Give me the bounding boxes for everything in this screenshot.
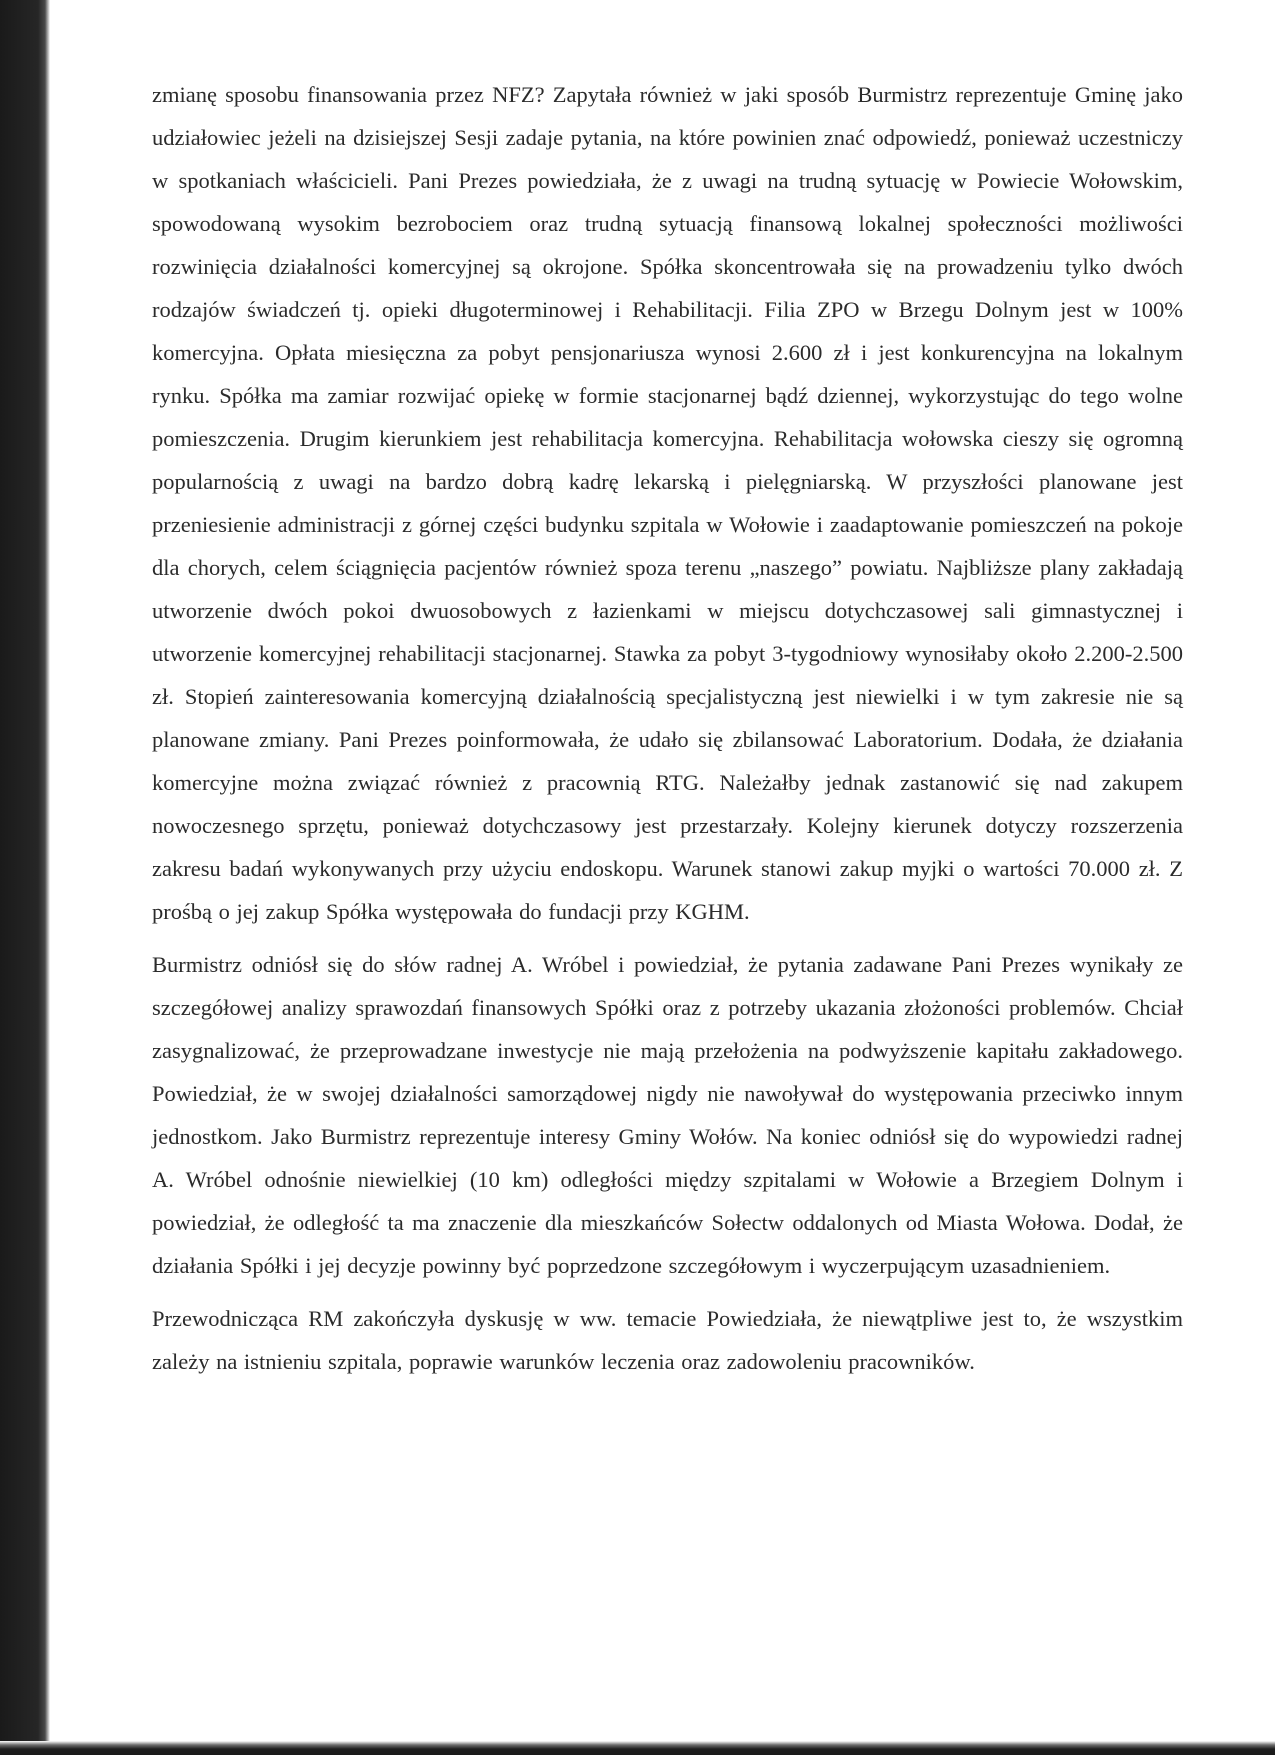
- paragraph-hospital-report: zmianę sposobu finansowania przez NFZ? Zapytała również w jaki sposób Burmistrz reprezentuje Gminę jako udziałowiec jeżeli na dzisiejszej Sesji zadaje pytania, na które powinien znać odpowiedź, ponieważ uczestniczy w spotkaniach właścicieli. Pani Prezes powiedziała, że z uwagi na trudną sytuację w Powiecie Wołowskim, spowodowaną wysokim bezrobociem oraz trudną sytuacją finansową lokalnej społeczności możliwości rozwinięcia działalności komercyjnej są okrojone. Spółka skoncentrowała się na prowadzeniu tylko dwóch rodzajów świadczeń tj. opieki długoterminowej i Rehabilitacji. Filia ZPO w Brzegu Dolnym jest w 100% komercyjna. Opłata miesięczna za pobyt pensjonariusza wynosi 2.600 zł i jest konkurencyjna na lokalnym rynku. Spółka ma zamiar rozwijać opiekę w formie stacjonarnej bądź dziennej, wykorzystując do tego wolne pomieszczenia. Drugim kierunkiem jest rehabilitacja komercyjna. Rehabilitacja wołowska cieszy się ogromną popularnością z uwagi na bardzo dobrą kadrę lekarską i pielęgniarską. W przyszłości planowane jest przeniesienie administracji z górnej części budynku szpitala w Wołowie i zaadaptowanie pomieszczeń na pokoje dla chorych, celem ściągnięcia pacjentów również spoza terenu „naszego” powiatu. Najbliższe plany zakładają utworzenie dwóch pokoi dwuosobowych z łazienkami w miejscu dotychczasowej sali gimnastycznej i utworzenie komercyjnej rehabilitacji stacjonarnej. Stawka za pobyt 3-tygodniowy wynosiłaby około 2.200-2.500 zł. Stopień zainteresowania komercyjną działalnością specjalistyczną jest niewielki i w tym zakresie nie są planowane zmiany. Pani Prezes poinformowała, że udało się zbilansować Laboratorium. Dodała, że działania komercyjne można związać również z pracownią RTG. Należałby jednak zastanowić się nad zakupem nowoczesnego sprzętu, ponieważ dotychczasowy jest przestarzały. Kolejny kierunek dotyczy rozszerzenia zakresu badań wykonywanych przy użyciu endoskopu. Warunek stanowi zakup myjki o wartości 70.000 zł. Z prośbą o jej zakup Spółka występowała do fundacji przy KGHM.: [152, 82, 1183, 924]
- scan-dark-edge-left: [0, 0, 50, 1755]
- paragraph-mayor-response: Burmistrz odniósł się do słów radnej A. Wróbel i powiedział, że pytania zadawane Pani Prezes wynikały ze szczegółowej analizy sprawozdań finansowych Spółki oraz z potrzeby ukazania złożoności problemów. Chciał zasygnalizować, że przeprowadzane inwestycje nie mają przełożenia na podwyższenie kapitału zakładowego. Powiedział, że w swojej działalności samorządowej nigdy nie nawoływał do występowania przeciwko innym jednostkom. Jako Burmistrz reprezentuje interesy Gminy Wołów. Na koniec odniósł się do wypowiedzi radnej A. Wróbel odnośnie niewielkiej (10 km) odległości między szpitalami w Wołowie a Brzegiem Dolnym i powiedział, że odległość ta ma znaczenie dla mieszkańców Sołectw oddalonych od Miasta Wołowa. Dodał, że działania Spółki i jej decyzje powinny być poprzedzone szczegółowym i wyczerpującym uzasadnieniem.: [152, 952, 1183, 1278]
- scan-dark-edge-bottom: [0, 1741, 1275, 1755]
- paragraph-chairwoman-closing: Przewodnicząca RM zakończyła dyskusję w ww. temacie Powiedziała, że niewątpliwe jest to, że wszystkim zależy na istnieniu szpitala, poprawie warunków leczenia oraz zadowoleniu pracowników.: [152, 1306, 1183, 1374]
- document-page: [152, 73, 1183, 1393]
